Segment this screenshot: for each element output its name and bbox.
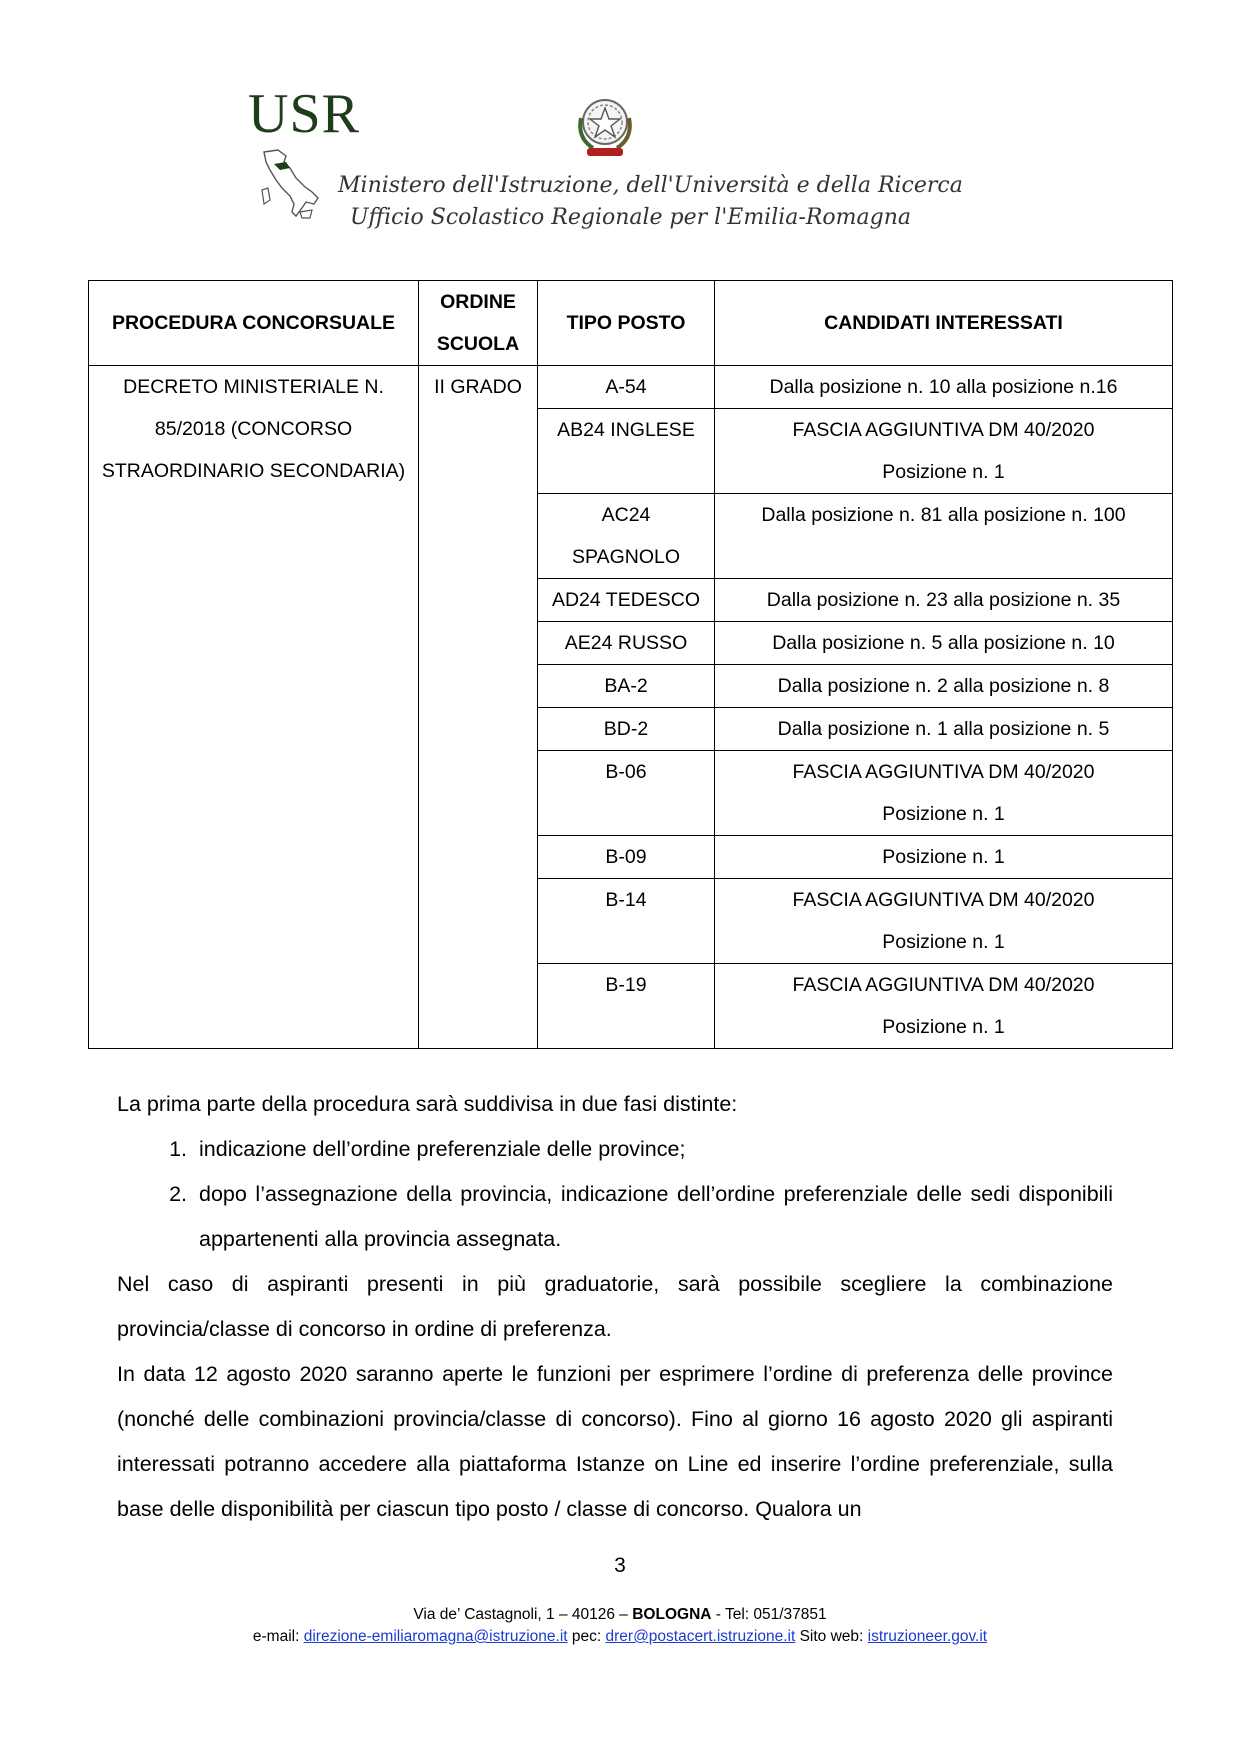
header-tipo-posto: TIPO POSTO <box>538 281 715 366</box>
tipo-posto-cell: AE24 RUSSO <box>538 622 715 665</box>
usr-logo <box>248 83 360 226</box>
candidati-cell: Posizione n. 1 <box>715 836 1173 879</box>
candidati-cell <box>715 409 1173 494</box>
paragraph-dates: In data 12 agosto 2020 saranno aperte le funzioni per esprimere l’ordine di preferenza delle province (nonché delle combinazioni provincia/classe di concorso). Fino al giorno 16 agosto 2020 gli aspiranti interessati potranno accedere alla piattaforma Istanze on Line ed inserire l’ordine preferenziale, sulla base delle disponibilità per ciascun tipo posto / classe di concorso. Qualora un <box>117 1362 1113 1521</box>
candidati-line1: FASCIA AGGIUNTIVA DM 40/2020 <box>792 419 1095 441</box>
candidati-cell: Dalla posizione n. 81 alla posizione n. 100 <box>715 494 1173 579</box>
italian-republic-emblem-icon <box>569 88 641 166</box>
candidati-cell <box>715 751 1173 836</box>
candidati-line2: Posizione n. 1 <box>882 931 1005 953</box>
candidati-line1: FASCIA AGGIUNTIVA DM 40/2020 <box>792 761 1095 783</box>
footer-email-label: e-mail: <box>252 1628 304 1645</box>
header-candidati: CANDIDATI INTERESSATI <box>715 281 1173 366</box>
table-row <box>89 366 1173 409</box>
table-header-row <box>89 281 1173 366</box>
tipo-posto-cell: B-19 <box>538 964 715 1049</box>
footer-phone: - Tel: 051/37851 <box>711 1606 827 1623</box>
procedura-line3: STRAORDINARIO SECONDARIA) <box>101 460 406 482</box>
tipo-posto-cell: B-06 <box>538 751 715 836</box>
ministry-heading <box>338 170 963 234</box>
tipo-posto-cell: AC24 SPAGNOLO <box>538 494 715 579</box>
footer-web-link[interactable]: istruzioneer.gov.it <box>867 1628 988 1645</box>
tipo-posto-cell: B-09 <box>538 836 715 879</box>
candidati-cell <box>715 964 1173 1049</box>
footer-contacts-line <box>0 1626 1240 1648</box>
candidati-line1: FASCIA AGGIUNTIVA DM 40/2020 <box>792 889 1095 911</box>
procedura-line2: 85/2018 (CONCORSO <box>154 418 353 440</box>
footer-city: BOLOGNA <box>632 1606 712 1623</box>
tipo-posto-cell: AB24 INGLESE <box>538 409 715 494</box>
candidati-line1: FASCIA AGGIUNTIVA DM 40/2020 <box>792 974 1095 996</box>
candidates-table <box>88 280 1173 1049</box>
tipo-posto-cell: AD24 TEDESCO <box>538 579 715 622</box>
footer <box>0 1604 1240 1648</box>
tipo-posto-cell: A-54 <box>538 366 715 409</box>
procedura-cell <box>89 366 419 1049</box>
paragraph-graduatorie: Nel caso di aspiranti presenti in più graduatorie, sarà possibile scegliere la combinazione provincia/classe di concorso in ordine di preferenza. <box>117 1272 1113 1341</box>
page-number: 3 <box>614 1554 626 1577</box>
header-ordine <box>419 281 538 366</box>
italy-map-icon <box>256 146 336 226</box>
body-text <box>117 1082 1113 1532</box>
footer-web-label: Sito web: <box>795 1628 868 1645</box>
header-ordine-line2: SCUOLA <box>436 333 520 355</box>
candidati-line2: Posizione n. 1 <box>882 461 1005 483</box>
list-item: 2. dopo l’assegnazione della provincia, indicazione dell’ordine preferenziale delle sedi disponibili appartenenti alla provincia assegnata. <box>193 1172 1113 1262</box>
intro-paragraph: La prima parte della procedura sarà suddivisa in due fasi distinte: <box>117 1092 738 1116</box>
tipo-posto-cell: BA-2 <box>538 665 715 708</box>
candidati-cell: Dalla posizione n. 2 alla posizione n. 8 <box>715 665 1173 708</box>
tipo-posto-cell: BD-2 <box>538 708 715 751</box>
phases-list <box>117 1127 1113 1262</box>
tipo-posto-cell: B-14 <box>538 879 715 964</box>
usr-logo-letters: USR <box>248 83 360 145</box>
ordine-cell: II GRADO <box>419 366 538 1049</box>
footer-address-line <box>0 1604 1240 1626</box>
office-name: Ufficio Scolastico Regionale per l'Emilia-Romagna <box>350 205 911 230</box>
letterhead <box>0 0 1240 250</box>
footer-pec-link[interactable]: drer@postacert.istruzione.it <box>605 1628 796 1645</box>
candidati-cell: Dalla posizione n. 5 alla posizione n. 10 <box>715 622 1173 665</box>
ministry-name: Ministero dell'Istruzione, dell'Università e della Ricerca <box>338 173 963 198</box>
candidati-cell: Dalla posizione n. 10 alla posizione n.16 <box>715 366 1173 409</box>
candidati-cell: Dalla posizione n. 23 alla posizione n. 35 <box>715 579 1173 622</box>
candidati-line2: Posizione n. 1 <box>882 803 1005 825</box>
header-procedura: PROCEDURA CONCORSUALE <box>89 281 419 366</box>
candidati-line2: Posizione n. 1 <box>882 1016 1005 1038</box>
candidati-cell <box>715 879 1173 964</box>
candidati-cell: Dalla posizione n. 1 alla posizione n. 5 <box>715 708 1173 751</box>
header-ordine-line1: ORDINE <box>440 291 516 313</box>
list-item: 1. indicazione dell’ordine preferenziale delle province; <box>193 1127 1113 1172</box>
footer-email-link[interactable]: direzione-emiliaromagna@istruzione.it <box>303 1628 568 1645</box>
procedura-line1: DECRETO MINISTERIALE N. <box>123 376 384 398</box>
footer-address: Via de’ Castagnoli, 1 – 40126 – <box>413 1606 633 1623</box>
footer-pec-label: pec: <box>567 1628 606 1645</box>
